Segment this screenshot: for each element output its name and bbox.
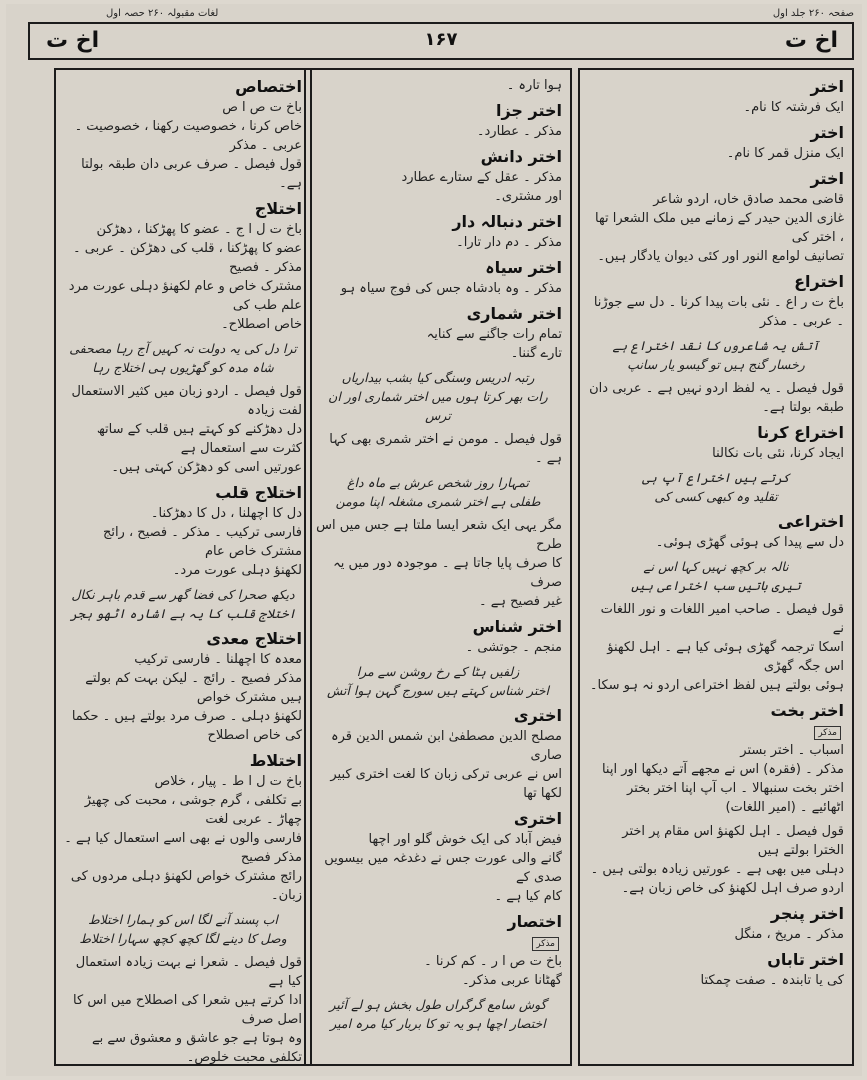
page-number: ۱۶۷ (424, 29, 458, 50)
gloss-line: مذکر فصیح ۔ رائج ۔ لیکن بہت کم بولتے ہیں مشترک خواص (85, 671, 302, 705)
gloss-line: مذکر ۔ وہ بادشاہ جس کی فوج سیاہ ہو (340, 281, 562, 296)
verse-line: وصل کا دینے لگا کچھ کچھ سہارا اختلاط (79, 931, 287, 946)
gloss-line: خاص اصطلاح۔ (221, 317, 302, 332)
page-header-bar (28, 22, 854, 60)
verse-line: گوش سامع گرگراں طول بخش ہو لے آئیر (329, 997, 547, 1012)
gloss-line: قول فیصل ۔ مومن نے اختر شمری بھی کہا (329, 432, 562, 447)
dictionary-entry (314, 146, 562, 206)
gloss-line: گھٹانا عربی مذکر۔ (461, 973, 562, 988)
dictionary-entry (588, 468, 844, 506)
headword: اختراع کرنا (757, 423, 844, 442)
gloss-line: ادا کرتے ہیں شعرا کی اصطلاح میں اس کا اصل صرف (73, 993, 302, 1027)
verse-line: رات بھر کرتا ہوں میں اختر شماری اور ان ترس (328, 389, 548, 423)
gloss-line: مشترک خاص و عام لکھنؤ دہلی عورت مرد علم طب کی (68, 279, 302, 313)
gloss-line: اٹھائیے ۔ (امیر اللغات) (725, 800, 844, 815)
headword: اختلاج (254, 199, 302, 218)
header-word-left: اخ ت (46, 28, 100, 53)
header-word-right: اخ ت (784, 28, 838, 53)
dictionary-entry (314, 473, 562, 511)
gloss-line: تمام رات جاگنے سے کنایہ (426, 327, 562, 342)
verse-line: رتبہ ادریس وسنگی کیا بشب بیداریاں (341, 370, 535, 385)
gloss-line: مذکر ۔ عطارد۔ (476, 124, 562, 139)
verse-line: رخسار گنج ہیں تو گیسو یار سانپ (627, 357, 805, 372)
dictionary-entry (588, 600, 844, 695)
dictionary-entry (314, 303, 562, 363)
gloss-line: قول فیصل ۔ شعرا نے بہت زیادہ استعمال کیا ہے (75, 955, 302, 989)
gloss-line: دل کا اچھلنا ، دل کا دھڑکنا۔ (150, 506, 302, 521)
running-head-right: صفحہ ۲۶۰ جلد اول (772, 8, 854, 19)
verse-line: کرتے ہیں اختراع آپ ہی (642, 470, 790, 485)
gloss-line: باخ ت ص ا ر ۔ کم کرنا ۔ (424, 954, 562, 969)
headword: اختری (513, 706, 562, 725)
verse-line: ترا دل کی یہ دولت نہ کہیں آج رہا مصحفی (69, 341, 297, 356)
dictionary-entry (314, 911, 562, 990)
gloss-line: فارسی والوں نے بھی اسے استعمال کیا ہے ۔ مذکر فصیح (64, 831, 302, 865)
gloss-line: فیض آباد کی ایک خوش گلو اور اچھا (368, 832, 562, 847)
verse-line: اختلاج قلب کا یہ ہے اشارہ اٹھو ہجر (70, 606, 296, 621)
gloss-line: ایک فرشتہ کا نام۔ (743, 100, 844, 115)
dictionary-entry (314, 100, 562, 141)
verse-line: تمہارا روز شخص عرش بے ماہ داغ (347, 475, 529, 490)
gloss-line: فارسی ترکیب ۔ مذکر ۔ فصیح ، رائج مشترک خاص عام (102, 525, 302, 559)
gloss-line: قول فیصل ۔ صاحب امیر اللغات و نور اللغات نے (600, 602, 844, 636)
dictionary-entry (64, 628, 302, 745)
dictionary-entry (314, 76, 562, 95)
dictionary-entry (588, 949, 844, 990)
headword: اختر (810, 77, 844, 96)
gloss-line: ایک منزل قمر کا نام۔ (726, 146, 844, 161)
gloss-line: اسکا ترجمہ گھڑی ہوئی کیا ہے ۔ اہل لکھنؤ اس جگہ گھڑی (607, 640, 844, 674)
gloss-line: اختر بخت سنبھالا ۔ اب آپ اپنا اختر بختر (627, 781, 844, 796)
headword: اختر (810, 169, 844, 188)
gloss-line: ہوئی بولتے ہیں لفظ اختراعی اردو نہ ہو سکا۔ (589, 678, 844, 693)
gloss-line: وہ ہوتا ہے جو عاشق و معشوق سے بے تکلفی محبت خلوص۔ (92, 1031, 302, 1065)
gloss-line: کی یا تابندہ ۔ صفت چمکتا (700, 973, 844, 988)
gloss-line: خاص کرنا ، خصوصیت رکھنا ، خصوصیت ۔ عربی ۔ مذکر (74, 119, 302, 153)
gloss-line: باخ ت ص ا ص (222, 100, 302, 115)
dictionary-entry (588, 422, 844, 463)
headword: اختلاط (249, 751, 302, 770)
dictionary-entry (588, 379, 844, 417)
gloss-line: کا صرف پایا جاتا ہے ۔ موجودہ دور میں یہ صرف (333, 556, 562, 590)
dictionary-entry (314, 808, 562, 906)
headword: اختصاص (235, 77, 302, 96)
gloss-line: ہے ۔ (535, 451, 562, 466)
dictionary-entry (314, 705, 562, 803)
gloss-line: گانے والی عورت جس نے دغدغہ میں بیسویں صدی کے (324, 851, 562, 885)
verse-line: نالہ بر کچھ نہیں کہا اس نے (643, 559, 789, 574)
gloss-line: قول فیصل ۔ صرف عربی دان طبقہ بولتا ہے۔ (81, 157, 302, 191)
dictionary-entry (64, 76, 302, 193)
gloss-line: دہلی میں بھی ہے ۔ عورتیں زیادہ بولتی ہیں ۔ (590, 862, 844, 877)
dictionary-entry (588, 168, 844, 266)
headword: اختراعی (777, 512, 844, 531)
headword: اختر (810, 123, 844, 142)
gloss-line: اردو صرف اہل لکھنؤ کی خاص زبان ہے۔ (621, 881, 844, 896)
gender-stamp: مذکر (814, 726, 841, 740)
headword: اختر شماری (466, 304, 562, 323)
gloss-line: ایجاد کرنا، نئی بات نکالنا (712, 446, 844, 461)
verse-line: آتش یہ شاعروں کا نقد اختراع ہے (612, 338, 820, 353)
dictionary-entry (588, 271, 844, 331)
headword: اختر جزا (495, 101, 562, 120)
verse-line: اختصار اچھا ہو یہ تو کا بربار کیا مرہ امیر (330, 1016, 546, 1031)
dictionary-entry (588, 557, 844, 595)
gloss-line: لکھنؤ دہلی عورت مرد۔ (172, 563, 302, 578)
headword: اختلاج قلب (215, 483, 302, 502)
gloss-line: اس نے عربی ترکی زبان کا لغت اختری کبیر لکھا تھا (330, 767, 562, 801)
dictionary-entry (314, 211, 562, 252)
dictionary-entry (588, 511, 844, 552)
column-left (54, 68, 312, 1066)
headword: اختری (513, 809, 562, 828)
verse-line: دیکھ صحرا کی فضا گھر سے قدم باہر نکال (71, 587, 295, 602)
gloss-line: غازی الدین حیدر کے زمانے میں ملک الشعرا تھا ، اختر کی (595, 211, 844, 245)
gender-stamp: مذکر (532, 937, 559, 951)
dictionary-entry (314, 430, 562, 468)
dictionary-entry (64, 198, 302, 334)
gloss-line: دل دھڑکنے کو کہتے ہیں قلب کے ساتھ کثرت سے استعمال ہے (96, 422, 302, 456)
column-right (578, 68, 854, 1066)
gloss-line: قول فیصل ۔ اہل لکھنؤ اس مقام پر اختر الخترا بولتے ہیں (622, 824, 844, 858)
dictionary-entry (64, 585, 302, 623)
gloss-line: ہوا تارہ ۔ (506, 78, 562, 93)
gloss-line: باخ ت ر اع ۔ نئی بات پیدا کرنا ۔ دل سے جوڑنا ۔ عربی ۔ مذکر (593, 295, 844, 329)
dictionary-entry (588, 122, 844, 163)
gloss-line: باخ ت ل ا ط ۔ پیار ، خلاص (154, 774, 302, 789)
gloss-line: قاضی محمد صادق خاں، اردو شاعر (653, 192, 844, 207)
headword: اختلاج معدی (206, 629, 302, 648)
running-head-left: لغات مقبولہ ۲۶۰ حصہ اول (106, 8, 219, 19)
dictionary-entry (314, 257, 562, 298)
gloss-line: تارے گننا۔ (510, 346, 562, 361)
dictionary-entry (64, 482, 302, 580)
dictionary-entry (588, 822, 844, 898)
gloss-line: کام کیا ہے ۔ (494, 889, 562, 904)
headword: اختر تاباں (767, 950, 844, 969)
gloss-line: مگر یہی ایک شعر ایسا ملتا ہے جس میں اس طرح (316, 518, 562, 552)
dictionary-entry (314, 616, 562, 657)
headword: اختراع (794, 272, 844, 291)
headword: اختر شناس (472, 617, 562, 636)
gloss-line: اور مشتری۔ (494, 189, 562, 204)
dictionary-entry (588, 76, 844, 117)
dictionary-entry (588, 903, 844, 944)
headword: اختر بخت (770, 701, 844, 720)
dictionary-entry (314, 516, 562, 611)
verse-line: شاہ مدہ کو گھڑیوں ہی اختلاج رہا (92, 360, 274, 375)
dictionary-entry (64, 382, 302, 477)
gloss-line: غیر فصیح ہے ۔ (479, 594, 562, 609)
gloss-line: مذکر ۔ مریخ ، منگل (734, 927, 844, 942)
gloss-line: عورتیں اسی کو دھڑکن کہتی ہیں۔ (111, 460, 302, 475)
verse-line: اب پسند آنے لگا اس کو ہمارا اختلاط (88, 912, 278, 927)
gloss-line: مذکر ۔ دم دار تارا۔ (456, 235, 562, 250)
dictionary-entry (64, 339, 302, 377)
gloss-line: بے تکلفی ، گرم جوشی ، محبت کی چھیڑ چھاڑ ۔ عربی لغت (84, 793, 302, 827)
gloss-line: قول فیصل ۔ یہ لفظ اردو نہیں ہے ۔ عربی دان طبقہ بولتا ہے۔ (589, 381, 844, 415)
headword: اختر دانش (480, 147, 562, 166)
verse-line: زلفیں ہٹا کے رخ روشن سے مرا (356, 664, 520, 679)
dictionary-entry (588, 700, 844, 817)
dictionary-entry (314, 368, 562, 425)
verse-line: تقلید وہ کبھی کسی کی (654, 489, 778, 504)
dictionary-entry (314, 662, 562, 700)
gloss-line: باخ ت ل ا ج ۔ عضو کا پھڑکنا ، دھڑکن (96, 222, 302, 237)
gloss-line: لکھنؤ دہلی ۔ صرف مرد بولتے ہیں ۔ حکما کی خاص اصطلاح (71, 709, 302, 743)
verse-line: طفلی ہے اختر شمری مشغلہ اپنا مومن (335, 494, 541, 509)
dictionary-entry (64, 750, 302, 905)
headword: اختر سیاہ (485, 258, 562, 277)
gloss-line: منجم ۔ جوتشی ۔ (465, 640, 562, 655)
gloss-line: معدہ کا اچھلنا ۔ فارسی ترکیب (134, 652, 302, 667)
verse-line: اختر شناس کہتے ہیں سورج گہن ہوا آتش (327, 683, 549, 698)
verse-line: تیری باتیں سب اختراعی ہیں (631, 578, 801, 593)
gloss-line: تصانیف لوامع النور اور کئی دیوان یادگار ہیں۔ (597, 249, 844, 264)
gloss-line: اسباب ۔ اختر بستر (740, 743, 844, 758)
dictionary-entry (64, 910, 302, 948)
gloss-line: دل سے پیدا کی ہوئی گھڑی ہوئی۔ (655, 535, 844, 550)
headword: اختر دنبالہ دار (452, 212, 562, 231)
gloss-line: مصلح الدین مصطفیٰ ابن شمس الدین قرہ صاری (331, 729, 562, 763)
dictionary-entry (64, 953, 302, 1066)
gloss-line: رائج مشترک خواص لکھنؤ دہلی مردوں کی زبان۔ (70, 869, 302, 903)
gloss-line: مذکر ۔ عقل کے ستارے عطارد (401, 170, 562, 185)
dictionary-sheet (6, 4, 862, 1076)
gloss-line: مذکر ۔ (فقرہ) اس نے مجھے آتے دیکھا اور اپنا (601, 762, 844, 777)
column-middle (304, 68, 572, 1066)
gloss-line: قول فیصل ۔ اردو زبان میں کثیر الاستعمال لفت زیادہ (71, 384, 302, 418)
gloss-line: عضو کا پھڑکنا ، قلب کی دھڑکن ۔ عربی ۔ مذکر ۔ فصیح (73, 241, 302, 275)
dictionary-entry (314, 995, 562, 1033)
headword: اختصار (507, 912, 562, 931)
dictionary-entry (588, 336, 844, 374)
headword: اختر پنجر (770, 904, 844, 923)
